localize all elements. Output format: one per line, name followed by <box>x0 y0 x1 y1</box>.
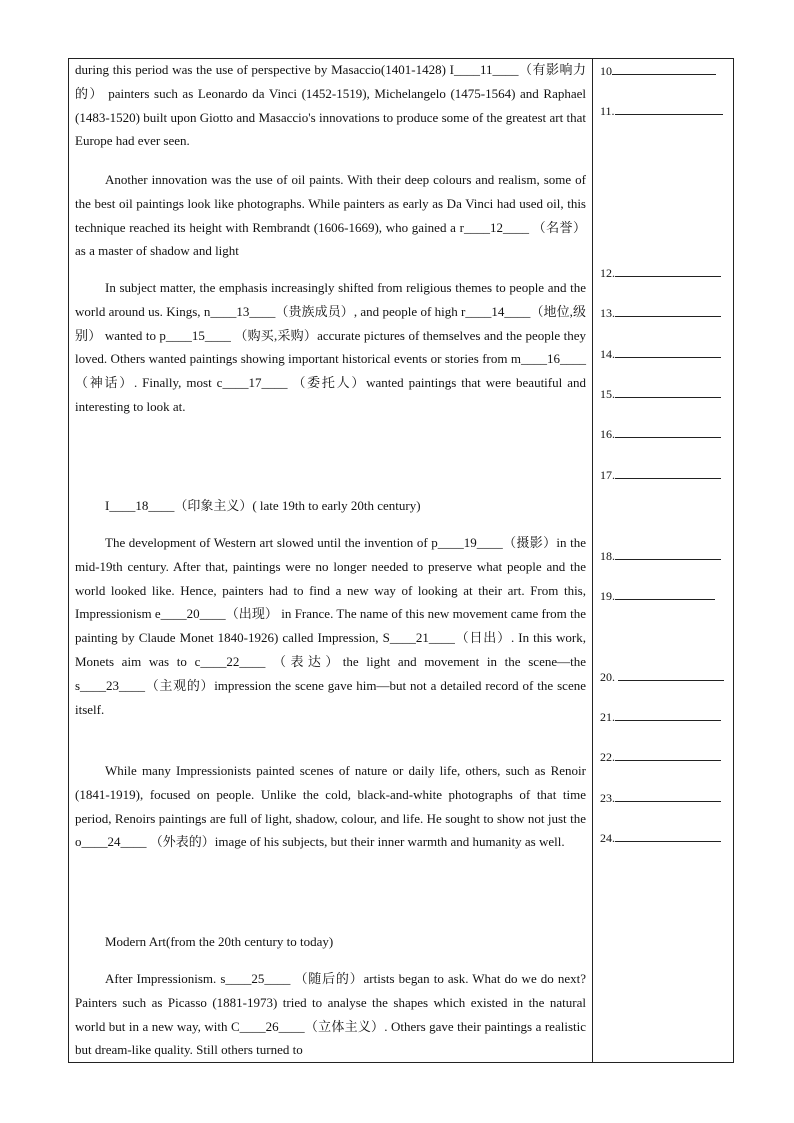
answer-blank-21[interactable]: 21. <box>600 710 721 724</box>
answer-blank-12[interactable]: 12. <box>600 266 721 280</box>
answer-blank-20[interactable]: 20. <box>600 670 724 684</box>
heading-impressionism: I____18____（印象主义）( late 19th to early 20th century) <box>105 498 421 513</box>
answer-blank-18[interactable]: 18. <box>600 549 721 563</box>
answer-blank-10[interactable]: 10 <box>600 64 716 78</box>
paragraph-2: Another innovation was the use of oil paints. With their deep colours and realism, some of the best oil paintings look like photographs. While painters as early as Da Vinci had used oil, this technique reached its height with Rembrandt (1606-1669), who gained a r____12____ （名誉）as a master of shadow and light <box>75 172 586 259</box>
answer-blank-14[interactable]: 14. <box>600 347 721 361</box>
paragraph-4: The development of Western art slowed until the invention of p____19____（摄影）in the mid-19th century. After that, paintings were no longer needed to preserve what people and the world looked like. Hence, painters had to find a new way of looking at their art. From this, Impressionism e____20____（出现） in France. The name of this new movement came from the painting by Claude Monet 1840-1926) called Impression, S____21____（日出）. In this work, Monets aim was to c____22____ （表达）the light and movement in the scene—the s____23____（主观的）impression the scene gave him—but not a detailed record of the scene itself. <box>75 535 586 717</box>
answer-blank-19[interactable]: 19. <box>600 589 715 603</box>
heading-modern-art: Modern Art(from the 20th century to today) <box>105 934 334 949</box>
column-divider <box>592 58 593 1063</box>
paragraph-1: during this period was the use of perspective by Masaccio(1401-1428) I____11____（有影响力的） painters such as Leonardo da Vinci (1452-1519), Michelangelo (1475-1564) and Raphael (1483-1520) built upon Giotto and Masaccio's innovations to produce some of the greatest art that Europe had ever seen. <box>75 62 586 149</box>
answer-blank-22[interactable]: 22. <box>600 750 721 764</box>
answer-blank-23[interactable]: 23. <box>600 791 721 805</box>
answer-blank-16[interactable]: 16. <box>600 427 721 441</box>
answer-blank-11[interactable]: 11. <box>600 104 723 118</box>
paragraph-5: While many Impressionists painted scenes of nature or daily life, others, such as Renoir (1841-1919), focused on people. Unlike the cold, black-and-white photographs of that time period, Renoirs paintings are full of light, shadow, colour, and life. He sought to show not just the o____24____ （外表的）image of his subjects, but their inner warmth and humanity as well. <box>75 763 586 850</box>
paragraph-6: After Impressionism. s____25____ （随后的）artists began to ask. What do we do next? Painters such as Picasso (1881-1973) tried to analyse the shapes which existed in the natural world but in a new way, with C____26____（立体主义）. Others gave their paintings a realistic but dream-like quality. Still others turned to <box>75 971 586 1058</box>
answer-blank-24[interactable]: 24. <box>600 831 721 845</box>
answer-blank-17[interactable]: 17. <box>600 468 721 482</box>
answer-blank-13[interactable]: 13. <box>600 306 721 320</box>
paragraph-3: In subject matter, the emphasis increasingly shifted from religious themes to people and the world around us. Kings, n____13____（贵族成员）, and people of high r____14____（地位,级别） wanted to p____15____ （购买,采购）accurate pictures of themselves and the people they loved. Others wanted paintings showing important historical events or stories from m____16____（神话）. Finally, most c____17____ （委托人）wanted paintings that were beautiful and interesting to look at. <box>75 280 586 414</box>
answer-blank-15[interactable]: 15. <box>600 387 721 401</box>
